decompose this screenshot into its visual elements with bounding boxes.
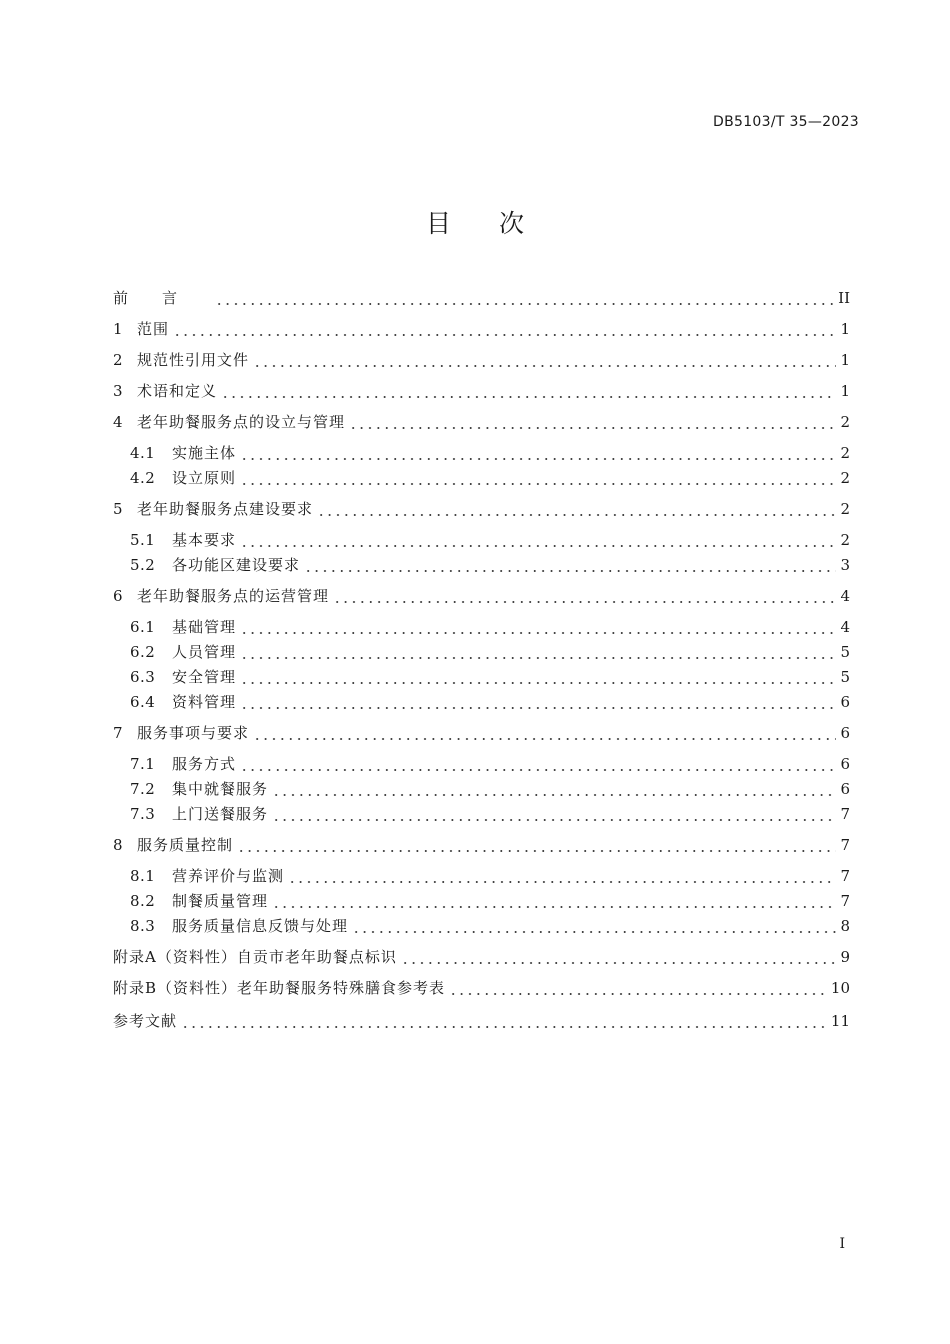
toc-entry-number: 6 [113, 587, 124, 605]
toc-dot-leader [240, 753, 836, 775]
toc-entry[interactable] [130, 778, 850, 800]
toc-entry-label: 基本要求 [172, 531, 237, 549]
toc-entry-label: 上门送餐服务 [172, 805, 269, 823]
toc-entry-label: 资料管理 [172, 693, 237, 711]
toc-entry-label: 基础管理 [172, 618, 237, 636]
toc-entry-number: 6.1 [130, 618, 156, 636]
footer-page-number: I [839, 1236, 845, 1252]
toc-entry-label: 服务事项与要求 [137, 724, 250, 742]
toc-entry-number: 6.3 [130, 668, 156, 686]
toc-entry-page: 2 [840, 444, 850, 462]
toc-entry[interactable] [130, 641, 850, 663]
toc-entry[interactable] [113, 946, 850, 968]
toc-dot-leader [221, 380, 836, 402]
toc-entry[interactable] [113, 287, 850, 309]
toc-entry-number: 6.4 [130, 693, 156, 711]
toc-entry-page: II [838, 289, 850, 307]
toc-entry-page: 11 [830, 1012, 850, 1030]
toc-dot-leader [333, 585, 836, 607]
toc-entry[interactable] [130, 753, 850, 775]
toc-entry-number: 5.2 [130, 556, 156, 574]
toc-entry-label: 范围 [137, 320, 170, 338]
toc-entry-label: 附录B（资料性）老年助餐服务特殊膳食参考表 [113, 979, 446, 997]
toc-entry[interactable] [113, 349, 850, 371]
toc-entry-number: 7.2 [130, 780, 156, 798]
toc-entry-page: 6 [840, 724, 850, 742]
toc-entry[interactable] [113, 834, 850, 856]
toc-entry-number: 6.2 [130, 643, 156, 661]
toc-entry-label: 附录A（资料性）自贡市老年助餐点标识 [113, 948, 397, 966]
toc-entry-page: 6 [840, 693, 850, 711]
toc-entry-number: 4 [113, 413, 124, 431]
toc-entry-page: 7 [840, 867, 850, 885]
toc-entry[interactable] [130, 890, 850, 912]
toc-entry-label: 老年助餐服务点建设要求 [137, 500, 314, 518]
toc-entry-page: 2 [840, 413, 850, 431]
toc-entry-label: 实施主体 [172, 444, 237, 462]
toc-entry-page: 4 [840, 618, 850, 636]
toc-entry-label: 参考文献 [113, 1012, 178, 1030]
toc-entry-page: 1 [840, 351, 850, 369]
toc-dot-leader [240, 666, 836, 688]
toc-entry-page: 6 [840, 780, 850, 798]
toc-dot-leader [401, 946, 836, 968]
toc-entry-page: 9 [840, 948, 850, 966]
toc-entry-page: 7 [840, 836, 850, 854]
toc-dot-leader [272, 778, 836, 800]
toc-entry-label: 前言 [113, 289, 212, 307]
toc-entry-number: 7.3 [130, 805, 156, 823]
toc-dot-leader [272, 890, 836, 912]
toc-dot-leader [272, 803, 836, 825]
toc-entry[interactable] [113, 380, 850, 402]
document-code: DB5103/T 35—2023 [713, 114, 859, 130]
toc-entry-page: 8 [840, 917, 850, 935]
toc-entry-label: 规范性引用文件 [137, 351, 250, 369]
toc-dot-leader [173, 318, 836, 340]
toc-dot-leader [449, 977, 827, 999]
toc-entry[interactable] [113, 585, 850, 607]
toc-dot-leader [215, 287, 834, 309]
toc-entry-label: 安全管理 [172, 668, 237, 686]
toc-entry[interactable] [113, 411, 850, 433]
toc-dot-leader [240, 616, 836, 638]
toc-entry-number: 3 [113, 382, 124, 400]
toc-entry-page: 6 [840, 755, 850, 773]
toc-entry-label: 集中就餐服务 [172, 780, 269, 798]
toc-entry[interactable] [130, 691, 850, 713]
toc-entry-label: 术语和定义 [137, 382, 218, 400]
toc-entry-label: 服务质量信息反馈与处理 [172, 917, 349, 935]
toc-title: 目次 [425, 209, 572, 238]
toc-entry-number: 8.2 [130, 892, 156, 910]
toc-entry-label: 设立原则 [172, 469, 237, 487]
toc-entry[interactable] [130, 666, 850, 688]
toc-dot-leader [240, 691, 836, 713]
toc-entry-page: 7 [840, 805, 850, 823]
toc-entry[interactable] [113, 1010, 850, 1032]
toc-entry-number: 5 [113, 500, 124, 518]
toc-entry-page: 2 [840, 531, 850, 549]
toc-dot-leader [253, 349, 836, 371]
toc-dot-leader [253, 722, 836, 744]
toc-entry-number: 5.1 [130, 531, 156, 549]
toc-entry-number: 7 [113, 724, 124, 742]
toc-dot-leader [304, 554, 836, 576]
toc-dot-leader [288, 865, 836, 887]
toc-dot-leader [240, 467, 836, 489]
toc-entry-label: 服务质量控制 [137, 836, 234, 854]
toc-entry-page: 1 [840, 382, 850, 400]
toc-dot-leader [240, 641, 836, 663]
toc-entry-page: 2 [840, 469, 850, 487]
toc-entry-number: 2 [113, 351, 124, 369]
toc-entry-number: 8 [113, 836, 124, 854]
toc-entry-number: 4.2 [130, 469, 156, 487]
toc-entry-label: 老年助餐服务点的设立与管理 [137, 413, 346, 431]
toc-dot-leader [240, 529, 836, 551]
toc-entry[interactable] [130, 442, 850, 464]
toc-entry[interactable] [113, 722, 850, 744]
toc-entry-page: 10 [830, 979, 850, 997]
toc-entry[interactable] [113, 498, 850, 520]
toc-entry[interactable] [113, 318, 850, 340]
toc-entry[interactable] [113, 977, 850, 999]
toc-entry-page: 5 [840, 643, 850, 661]
toc-entry-page: 4 [840, 587, 850, 605]
toc-entry-label: 服务方式 [172, 755, 237, 773]
toc-entry-label: 老年助餐服务点的运营管理 [137, 587, 330, 605]
toc-entry[interactable] [130, 865, 850, 887]
toc-dot-leader [240, 442, 836, 464]
toc-entry-page: 3 [840, 556, 850, 574]
toc-entry[interactable] [130, 803, 850, 825]
toc-entry-page: 1 [840, 320, 850, 338]
toc-entry-number: 8.3 [130, 917, 156, 935]
toc-entry-page: 5 [840, 668, 850, 686]
toc-entry[interactable] [130, 915, 850, 937]
toc-entry[interactable] [130, 554, 850, 576]
toc-entry-number: 7.1 [130, 755, 156, 773]
toc-entry-page: 7 [840, 892, 850, 910]
toc-entry-label: 各功能区建设要求 [172, 556, 301, 574]
toc-entry[interactable] [130, 616, 850, 638]
toc-entry-label: 营养评价与监测 [172, 867, 285, 885]
toc-entry-number: 8.1 [130, 867, 156, 885]
toc-dot-leader [349, 411, 836, 433]
toc-dot-leader [352, 915, 836, 937]
toc-entry-page: 2 [840, 500, 850, 518]
toc-dot-leader [317, 498, 836, 520]
toc-entry-number: 4.1 [130, 444, 156, 462]
toc-entry[interactable] [130, 529, 850, 551]
toc-dot-leader [237, 834, 836, 856]
toc-entry-label: 人员管理 [172, 643, 237, 661]
toc-entry[interactable] [130, 467, 850, 489]
toc-entry-number: 1 [113, 320, 124, 338]
toc-entry-label: 制餐质量管理 [172, 892, 269, 910]
toc-dot-leader [181, 1010, 827, 1032]
